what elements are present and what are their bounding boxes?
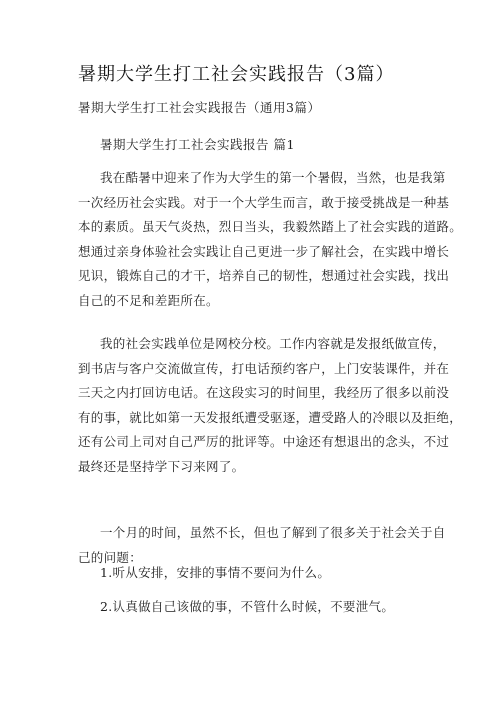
paragraph-line: 见识，锻炼自己的才干，培养自己的韧性，想通过社会实践，找出: [78, 268, 450, 283]
list-item: 2.认真做自己该做的事，不管什么时候，不要泄气。: [100, 599, 395, 614]
paragraph-line: 我在酷暑中迎来了作为大学生的第一个暑假，当然，也是我第: [100, 170, 446, 185]
paragraph-line: 到书店与客户交流做宣传，打电话预约客户，上门安装课件，并在: [78, 360, 450, 376]
section-heading: 暑期大学生打工社会实践报告 篇1: [100, 137, 295, 152]
paragraph-line: 想通过亲身体验社会实践让自己更进一步了解社会，在实践中增长: [78, 243, 450, 259]
paragraph-2: [78, 332, 490, 479]
document-title: 暑期大学生打工社会实践报告（3篇）: [78, 64, 395, 85]
paragraph-line: 一个月的时间，虽然不长，但也了解到了很多关于社会关于自: [100, 525, 446, 540]
paragraph-line: 三天之内打回访电话。在这段实习的时间里，我经历了很多以前没: [78, 385, 450, 400]
paragraph-1: [78, 166, 490, 313]
paragraph-line: 一次经历社会实践。对于一个大学生而言，敢于接受挑战是一种基: [78, 194, 450, 210]
paragraph-line: 还有公司上司对自己严厉的批评等。中途还有想退出的念头，不过: [78, 434, 450, 449]
paragraph-line: 己的问题：: [78, 549, 143, 565]
paragraph-line: 我的社会实践单位是网校分校。工作内容就是发报纸做宣传，: [100, 336, 446, 351]
document-subtitle: 暑期大学生打工社会实践报告（通用3篇）: [78, 100, 321, 115]
paragraph-line: 本的素质。虽天气炎热，烈日当头，我毅然踏上了社会实践的道路。: [78, 219, 463, 234]
paragraph-line: 最终还是坚持学下习来网了。: [78, 458, 245, 474]
list-item: 1.听从安排，安排的事情不要问为什么。: [100, 565, 331, 580]
paragraph-line: 自己的不足和差距所在。: [78, 292, 219, 308]
paragraph-line: 有的事，就比如第一天发报纸遭受驱逐，遭受路人的冷眼以及拒绝，: [78, 409, 463, 425]
